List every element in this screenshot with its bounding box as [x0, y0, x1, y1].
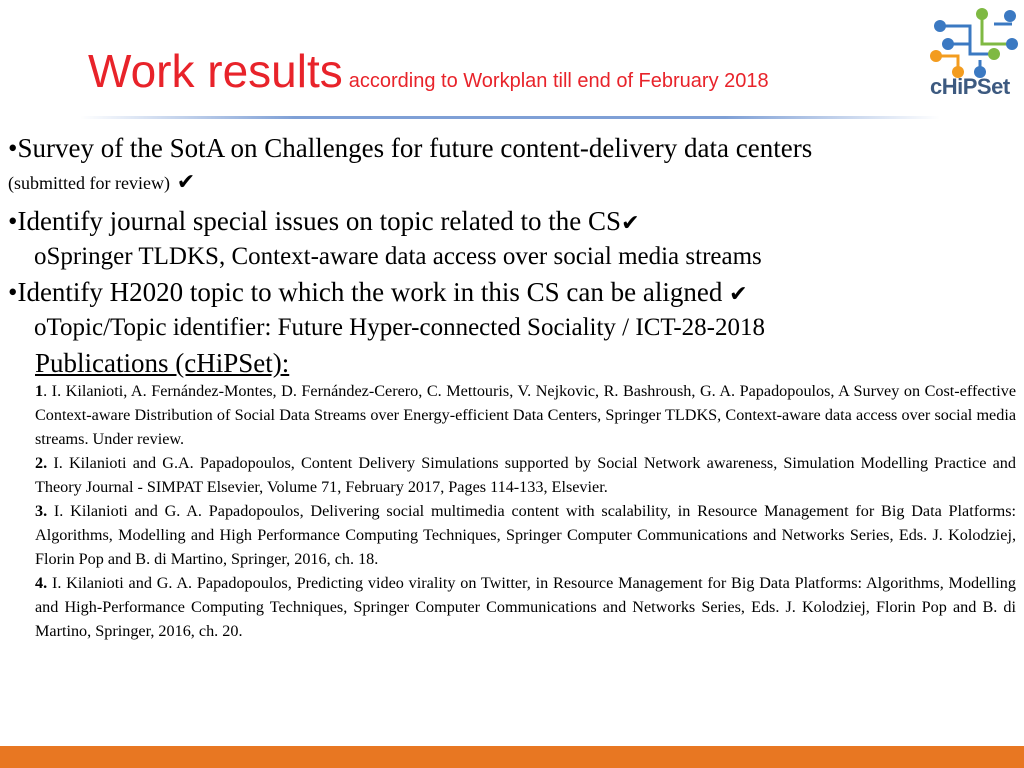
publications-heading: Publications (cHiPSet):	[35, 348, 290, 378]
checkmark-icon: ✔	[621, 211, 640, 236]
publication-text: . I. Kilanioti, A. Fernández-Montes, D. Fernández-Cerero, C. Mettouris, V. Nejkovic, R. Bashroush, G. A. Papadopoulos, A Survey on Cost-effective Context-aware Distribution of Social Data Streams over Energy-efficient Data Centers, Springer TLDKS, Context-aware data access over social media streams. Under review.	[35, 382, 1016, 448]
checkmark-icon: ✔	[729, 282, 748, 307]
bullet-journal	[8, 205, 1016, 240]
subbullet-springer	[8, 240, 1016, 274]
subbullet-topic	[8, 311, 1016, 345]
subbullet-text: Topic/Topic identifier: Future Hyper-connected Sociality / ICT-28-2018	[46, 314, 766, 341]
publication-item	[35, 499, 1016, 571]
title-divider	[80, 116, 940, 119]
publication-number: 3.	[35, 502, 48, 520]
checkmark-icon: ✔	[176, 170, 196, 195]
bullet-marker: •	[8, 133, 18, 163]
slide-content	[8, 132, 1016, 643]
publication-number: 1	[35, 382, 44, 400]
publication-item	[35, 379, 1016, 451]
bullet-note: (submitted for review)	[8, 173, 170, 193]
title-subtitle: according to Workplan till end of February 2018	[348, 70, 769, 92]
publication-text: I. Kilanioti and G. A. Papadopoulos, Predicting video virality on Twitter, in Resource Management for Big Data Platforms: Algorithms, Modelling and High-Performance Computing Techniques, Springer Computer Communications and Networks Series, Eds. J. Kolodziej, Florin Pop and B. di Martino, Springer, 2016, ch. 20.	[35, 574, 1016, 640]
publication-item	[35, 571, 1016, 643]
subbullet-marker: o	[34, 243, 47, 270]
bullet-text: Survey of the SotA on Challenges for future content-delivery data centers	[17, 133, 813, 163]
title-main: Work results	[88, 45, 343, 97]
footer-bar	[0, 746, 1024, 768]
bullet-h2020	[8, 276, 1016, 311]
slide-title	[88, 44, 769, 98]
publication-number: 4.	[35, 574, 48, 592]
publications-list	[8, 379, 1016, 643]
bullet-marker: •	[8, 206, 18, 236]
publication-number: 2.	[35, 454, 48, 472]
subbullet-marker: o	[34, 314, 47, 341]
bullet-survey	[8, 132, 1016, 199]
publication-text: I. Kilanioti and G.A. Papadopoulos, Content Delivery Simulations supported by Social Network awareness, Simulation Modelling Practice and Theory Journal - SIMPAT Elsevier, Volume 71, February 2017, Pages 114-133, Elsevier.	[35, 454, 1016, 496]
publication-item	[35, 451, 1016, 499]
bullet-text: Identify H2020 topic to which the work in this CS can be aligned	[17, 277, 730, 307]
bullet-marker: •	[8, 277, 18, 307]
logo-text: cHiPSet	[930, 74, 1010, 99]
subbullet-text: Springer TLDKS, Context-aware data access over social media streams	[46, 243, 762, 270]
publication-text: I. Kilanioti and G. A. Papadopoulos, Delivering social multimedia content with scalability, in Resource Management for Big Data Platforms: Algorithms, Modelling and High Performance Computing Techniques, Springer Computer Communications and Networks Series, Eds. J. Kolodziej, Florin Pop and B. di Martino, Springer, 2016, ch. 18.	[35, 502, 1016, 568]
bullet-text: Identify journal special issues on topic related to the CS	[17, 206, 622, 236]
